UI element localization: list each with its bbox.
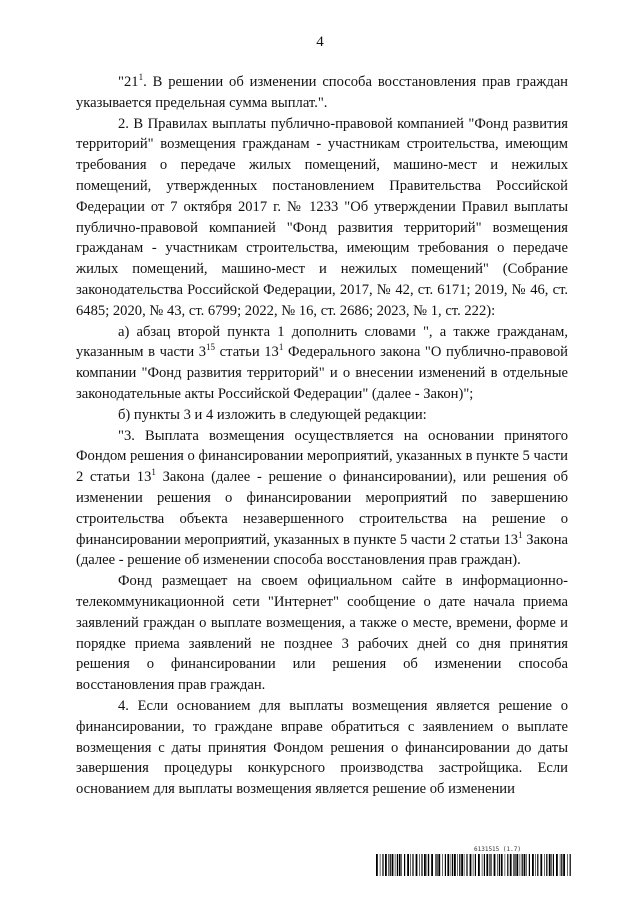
barcode-bar xyxy=(388,854,389,876)
text-run: б) пункты 3 и 4 изложить в следующей редакции: xyxy=(118,406,427,423)
superscript: 1 xyxy=(151,467,156,478)
barcode-bar xyxy=(392,854,394,876)
text-run: Фонд размещает на своем официальном сайте в информационно-телекоммуникационной сети "Интернет" сообщение о дате начала приема заявлений граждан о выплате возмещения, а также о месте, времени, форме и порядке приема заявлений не позднее 3 рабочих дней со дня принятия решения о финансировании или решения об изменении способа восстановления прав граждан. xyxy=(76,573,568,694)
barcode-bar xyxy=(524,854,526,876)
barcode-bar xyxy=(497,854,498,876)
superscript: 1 xyxy=(518,529,523,540)
text-run: а) абзац второй пункта 1 дополнить словами ", а также гражданам, указанным в части 3 xyxy=(76,323,568,361)
barcode-bar xyxy=(451,854,452,876)
barcode-bar xyxy=(499,854,500,876)
barcode-bar xyxy=(563,854,565,876)
paragraph xyxy=(76,571,568,696)
barcode-bar xyxy=(399,854,401,876)
barcode-bar xyxy=(501,854,503,876)
barcode-bar xyxy=(546,854,547,876)
barcode-bar xyxy=(478,854,480,876)
page-number: 4 xyxy=(316,34,324,50)
barcode-bar xyxy=(507,854,508,876)
barcode-bar xyxy=(466,854,467,876)
barcode-bar xyxy=(505,854,506,876)
barcode-bar xyxy=(397,854,398,876)
barcode-bar xyxy=(516,854,518,876)
barcode-bar xyxy=(428,854,429,876)
barcode-bar xyxy=(514,854,515,876)
barcode-image xyxy=(376,854,572,876)
barcode-bar xyxy=(532,854,534,876)
barcode-bar xyxy=(459,854,460,876)
barcode-bar xyxy=(510,854,512,876)
paragraph xyxy=(76,114,568,322)
barcode-bar xyxy=(560,854,561,876)
barcode-bar xyxy=(482,854,483,876)
barcode-bar xyxy=(431,854,433,876)
barcode-bar xyxy=(427,854,428,876)
text-run: Закона (далее - решение о финансировании), или решения об изменении решения о финансировании мероприятий по завершению строительства объекта незавершенного строительства на решение о финансировании мероприятий, указанных в пункте 5 части 2 статьи 13 xyxy=(76,469,569,548)
barcode-bar xyxy=(445,854,446,876)
barcode-bar xyxy=(522,854,523,876)
text-run: "21 xyxy=(118,74,139,90)
text-run: Федерального закона "О публично-правовой компании "Фонд развития территорий" и о внесении изменений в отдельные законодательные акты Российской Федерации" (далее - Закон)"; xyxy=(76,344,568,402)
paragraph xyxy=(76,322,568,405)
barcode-bar xyxy=(567,854,568,876)
barcode-bar xyxy=(535,854,536,876)
text-run: "3. Выплата возмещения осуществляется на основании принятого Фондом решения о финансировании мероприятий, указанных в пункте 5 части 2 статьи 13 xyxy=(76,427,568,486)
barcode-bar xyxy=(540,854,542,876)
text-run: 2. В Правилах выплаты публично-правовой компанией "Фонд развития территорий" возмещения гражданам - участникам строительства, имеющим требования о передаче жилых помещений, машино-мест и нежилых помещений, утвержденных постановлением Правительства Российской Федерации от 7 октября 2017 г. № 1233 "Об утверждении Правил выплаты публично-правовой компанией "Фонд развития территорий" возмещения гражданам - участникам строительства, имеющим требования о передаче жилых помещений, машино-мест и нежилых помещений" (Собрание законодательства Российской Федерации, 2017, № 42, ст. 6171; 2019, № 46, ст. 6485; 2020, № 43, ст. 6799; 2022, № 16, ст. 2686; 2023, № 1, ст. 222): xyxy=(76,115,568,319)
barcode-bar xyxy=(549,854,551,876)
barcode-bar xyxy=(520,854,521,876)
barcode-bar xyxy=(561,854,562,876)
barcode-bar xyxy=(404,854,405,876)
barcode-bar xyxy=(537,854,538,876)
barcode-bar xyxy=(526,854,527,876)
barcode-bar xyxy=(452,854,453,876)
superscript: 1 xyxy=(138,72,144,83)
barcode-bar xyxy=(385,854,387,876)
barcode-bar xyxy=(380,854,381,876)
barcode-bar xyxy=(486,854,488,876)
barcode-bar xyxy=(424,854,426,876)
superscript: 15 xyxy=(206,342,216,353)
barcode-bar xyxy=(447,854,449,876)
paragraph xyxy=(76,696,568,800)
barcode-bar xyxy=(570,854,571,876)
barcode-label: 6131515 (1.7) xyxy=(474,846,521,853)
text-run: статьи 13 xyxy=(215,344,279,361)
barcode-bar xyxy=(416,854,418,876)
barcode-bar xyxy=(489,854,490,876)
barcode-bar xyxy=(475,854,476,876)
barcode-bar xyxy=(376,854,378,876)
text-run: Закона (далее - решение об изменении способа восстановления прав граждан). xyxy=(76,531,568,569)
barcode-bar xyxy=(382,854,383,876)
barcode-bar xyxy=(494,854,496,876)
barcode-bar xyxy=(412,854,413,876)
barcode-bar xyxy=(473,854,474,876)
paragraph xyxy=(76,426,568,572)
barcode-bar xyxy=(421,854,422,876)
barcode-bar xyxy=(464,854,465,876)
barcode-bar xyxy=(544,854,545,876)
barcode-bar xyxy=(556,854,558,876)
document-body xyxy=(76,72,568,800)
barcode-bar xyxy=(419,854,420,876)
text-run: 4. Если основанием для выплаты возмещения является решение о финансировании, то граждане вправе обратиться с заявлением о выплате возмещения с даты принятия Фондом решения о финансировании до даты завершения процедуры конкурсного производства застройщика. Если основанием для выплаты возмещения является решение об изменении xyxy=(76,697,568,798)
barcode-bar xyxy=(454,854,456,876)
barcode-bar xyxy=(553,854,554,876)
barcode-bar xyxy=(484,854,485,876)
barcode-bar xyxy=(470,854,472,876)
barcode-bar xyxy=(436,854,437,876)
barcode-bar xyxy=(457,854,458,876)
barcode-bar xyxy=(390,854,391,876)
text-run: . В решении об изменении способа восстановления прав граждан указывается предельная сумма выплат.". xyxy=(76,74,568,111)
barcode-bar xyxy=(407,854,409,876)
paragraph xyxy=(76,405,568,426)
barcode-bar xyxy=(438,854,440,876)
barcode-bar xyxy=(551,854,552,876)
barcode-bar xyxy=(461,854,463,876)
barcode-bar xyxy=(442,854,443,876)
barcode-bar xyxy=(529,854,530,876)
barcode-bar xyxy=(435,854,436,876)
barcode-bar xyxy=(395,854,396,876)
superscript: 1 xyxy=(278,342,284,353)
barcode-bar xyxy=(513,854,514,876)
paragraph xyxy=(76,72,568,114)
barcode-bar xyxy=(490,854,491,876)
barcode-bar xyxy=(401,854,402,876)
barcode-bar xyxy=(410,854,411,876)
